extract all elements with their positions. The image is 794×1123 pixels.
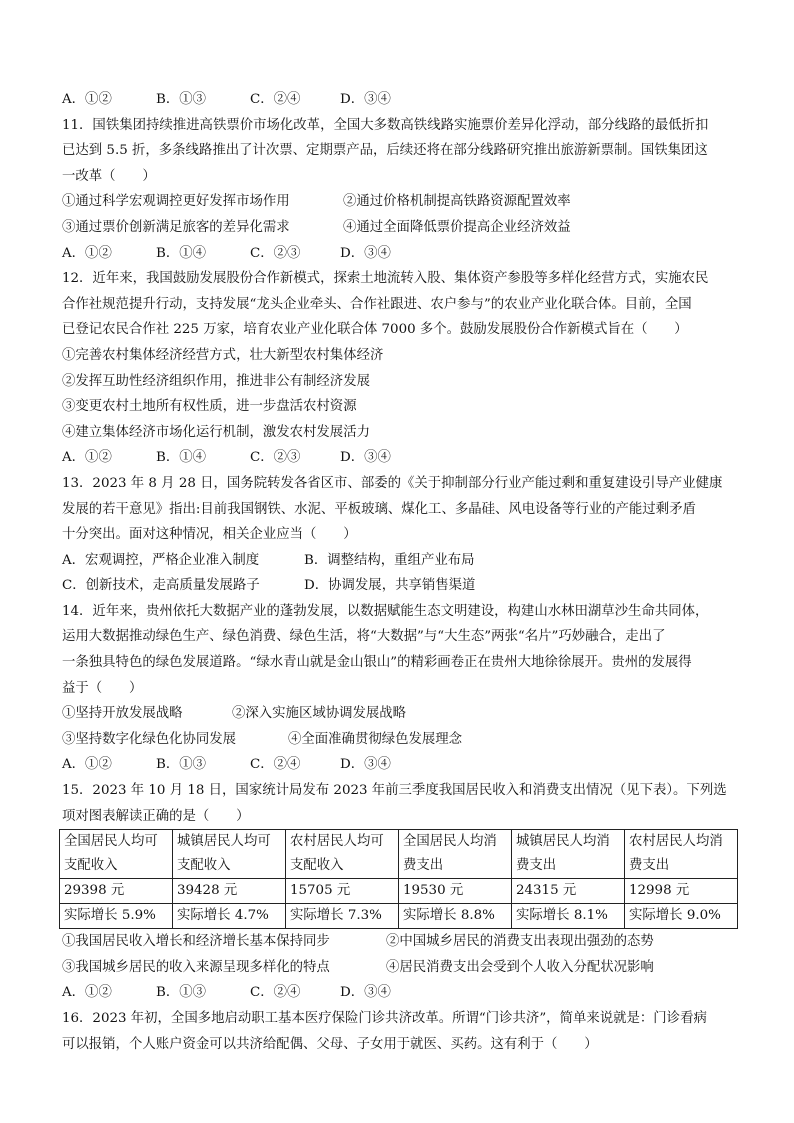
choice-a[interactable]: A．①② (62, 92, 112, 107)
table-cell: 实际增长 9.0% (625, 904, 738, 929)
income-consumption-table (59, 829, 738, 929)
option-a[interactable]: A．宏观调控，严格企业准入制度 (62, 552, 260, 568)
q12-choices (62, 445, 742, 471)
choice-d[interactable]: D．③④ (340, 757, 391, 773)
option-row (62, 727, 742, 753)
option-2: ②发挥互助性经济组织作用，推进非公有制经济发展 (62, 373, 370, 389)
option-row (62, 548, 742, 574)
question-stem-line: 项对图表解读正确的是（ ） (62, 808, 250, 824)
option-2: ②深入实施区域协调发展战略 (232, 706, 407, 722)
option-c[interactable]: C．创新技术，走高质量发展路子 (62, 578, 260, 594)
question-stem-line: 可以报销，个人账户资金可以共济给配偶、父母、子女用于就医、买药。这有利于（ ） (62, 1036, 598, 1052)
table-header-cell: 农村居民人均可支配收入 (286, 830, 399, 879)
question-stem-line: 合作社规范提升行动，支持发展“龙头企业牵头、合作社跟进、农户参与”的农业产业化联合体。目前，全国 (62, 296, 692, 312)
option-row (62, 215, 742, 241)
q10-choices (62, 87, 742, 113)
choice-c[interactable]: C．②③ (250, 245, 301, 261)
question-stem-line: 已登记农民合作社 225 万家，培育农业产业化联合体 7000 多个。鼓励发展股份合作新模式旨在（ ） (62, 322, 688, 338)
option-1: ①我国居民收入增长和经济增长基本保持同步 (62, 934, 330, 950)
table-header-cell: 城镇居民人均消费支出 (512, 830, 625, 879)
option-4: ④通过全面降低票价提高企业经济效益 (343, 219, 571, 235)
question-stem-line: 一条独具特色的绿色发展道路。“绿水青山就是金山银山”的精彩画卷正在贵州大地徐徐展开。贵州的发展得 (62, 655, 692, 671)
table-cell: 29398 元 (60, 879, 173, 904)
option-row (62, 701, 742, 727)
table-cell: 实际增长 8.8% (399, 904, 512, 929)
option-4: ④建立集体经济市场化运行机制，激发农村发展活力 (62, 424, 370, 440)
table-cell: 实际增长 8.1% (512, 904, 625, 929)
q15-choices (62, 980, 742, 1006)
option-4: ④全面准确贯彻绿色发展理念 (288, 731, 463, 747)
question-14 (62, 599, 742, 778)
option-d[interactable]: D．协调发展，共享销售渠道 (304, 578, 476, 594)
choice-b[interactable]: B．①③ (156, 92, 207, 107)
choice-b[interactable]: B．①④ (156, 450, 207, 466)
question-stem-line: 益于（ ） (62, 680, 143, 696)
question-stem-line: 已达到 5.5 折，多条线路推出了计次票、定期票产品，后续还将在部分线路研究推出旅游新票制。国铁集团这 (62, 143, 708, 159)
choice-b[interactable]: B．①③ (156, 985, 207, 1001)
table-cell: 39428 元 (173, 879, 286, 904)
choice-c[interactable]: C．②④ (250, 92, 301, 107)
table-row (60, 879, 738, 904)
choice-b[interactable]: B．①④ (156, 245, 207, 261)
option-1: ①通过科学宏观调控更好发挥市场作用 (62, 194, 290, 210)
exam-page (62, 87, 742, 1057)
question-stem-line: 13．2023 年 8 月 28 日，国务院转发各省区市、部委的《关于抑制部分行业产能过剩和重复建设引导产业健康 (62, 475, 723, 491)
table-header-row (60, 830, 738, 879)
table-cell: 12998 元 (625, 879, 738, 904)
choice-b[interactable]: B．①③ (156, 757, 207, 773)
option-3: ③坚持数字化绿色化协同发展 (62, 731, 237, 747)
choice-c[interactable]: C．②④ (250, 757, 301, 773)
choice-d[interactable]: D．③④ (340, 450, 391, 466)
question-13 (62, 471, 742, 599)
choice-d[interactable]: D．③④ (340, 985, 391, 1001)
table-header-cell: 全国居民人均消费支出 (399, 830, 512, 879)
table-header-cell: 全国居民人均可支配收入 (60, 830, 173, 879)
option-1: ①坚持开放发展战略 (62, 706, 183, 722)
table-cell: 15705 元 (286, 879, 399, 904)
table-row (60, 904, 738, 929)
choice-a[interactable]: A．①② (62, 245, 112, 261)
option-row (62, 955, 742, 981)
choice-d[interactable]: D．③④ (340, 245, 391, 261)
question-stem-line: 运用大数据推动绿色生产、绿色消费、绿色生活，将“大数据”与“大生态”两张“名片”巧妙融合，走出了 (62, 629, 666, 645)
question-11 (62, 113, 742, 267)
option-row (62, 929, 742, 955)
choice-d[interactable]: D．③④ (340, 92, 391, 107)
option-row (62, 189, 742, 215)
option-row (62, 573, 742, 599)
option-b[interactable]: B．调整结构，重组产业布局 (304, 552, 475, 568)
question-stem-line: 十分突出。面对这种情况，相关企业应当（ ） (62, 527, 357, 543)
question-stem-line: 一改革（ ） (62, 168, 156, 184)
question-stem-line: 发展的若干意见》指出:目前我国钢铁、水泥、平板玻璃、煤化工、多晶硅、风电设备等行业的产能过剩矛盾 (62, 501, 696, 517)
option-3: ③我国城乡居民的收入来源呈现多样化的特点 (62, 959, 330, 975)
table-cell: 实际增长 4.7% (173, 904, 286, 929)
table-cell: 实际增长 5.9% (60, 904, 173, 929)
question-15 (62, 778, 742, 1006)
table-header-cell: 城镇居民人均可支配收入 (173, 830, 286, 879)
q14-choices (62, 752, 742, 778)
choice-a[interactable]: A．①② (62, 450, 112, 466)
question-16 (62, 1006, 742, 1057)
option-1: ①完善农村集体经济经营方式，壮大新型农村集体经济 (62, 347, 384, 363)
option-2: ②中国城乡居民的消费支出表现出强劲的态势 (386, 934, 654, 950)
choice-a[interactable]: A．①② (62, 985, 112, 1001)
question-stem-line: 11．国铁集团持续推进高铁票价市场化改革，全国大多数高铁线路实施票价差异化浮动，部分线路的最低折扣 (62, 117, 709, 133)
question-12 (62, 266, 742, 471)
question-stem-line: 16．2023 年初，全国多地启动职工基本医疗保险门诊共济改革。所谓“门诊共济”，简单来说就是：门诊看病 (62, 1011, 707, 1026)
option-3: ③变更农村土地所有权性质，进一步盘活农村资源 (62, 399, 357, 415)
choice-c[interactable]: C．②③ (250, 450, 301, 466)
option-4: ④居民消费支出会受到个人收入分配状况影响 (386, 959, 654, 975)
question-stem-line: 14．近年来，贵州依托大数据产业的蓬勃发展，以数据赋能生态文明建设，构建山水林田湖草沙生命共同体， (62, 603, 709, 619)
question-stem-line: 15．2023 年 10 月 18 日，国家统计局发布 2023 年前三季度我国居民收入和消费支出情况（见下表）。下列选 (62, 783, 727, 799)
table-header-cell: 农村居民人均消费支出 (625, 830, 738, 879)
option-3: ③通过票价创新满足旅客的差异化需求 (62, 219, 290, 235)
table-cell: 19530 元 (399, 879, 512, 904)
option-2: ②通过价格机制提高铁路资源配置效率 (343, 194, 571, 210)
table-cell: 24315 元 (512, 879, 625, 904)
choice-a[interactable]: A．①② (62, 757, 112, 773)
table-cell: 实际增长 7.3% (286, 904, 399, 929)
question-stem-line: 12．近年来，我国鼓励发展股份合作新模式，探索土地流转入股、集体资产参股等多样化经营方式，实施农民 (62, 271, 709, 287)
choice-c[interactable]: C．②④ (250, 985, 301, 1001)
q11-choices (62, 241, 742, 267)
